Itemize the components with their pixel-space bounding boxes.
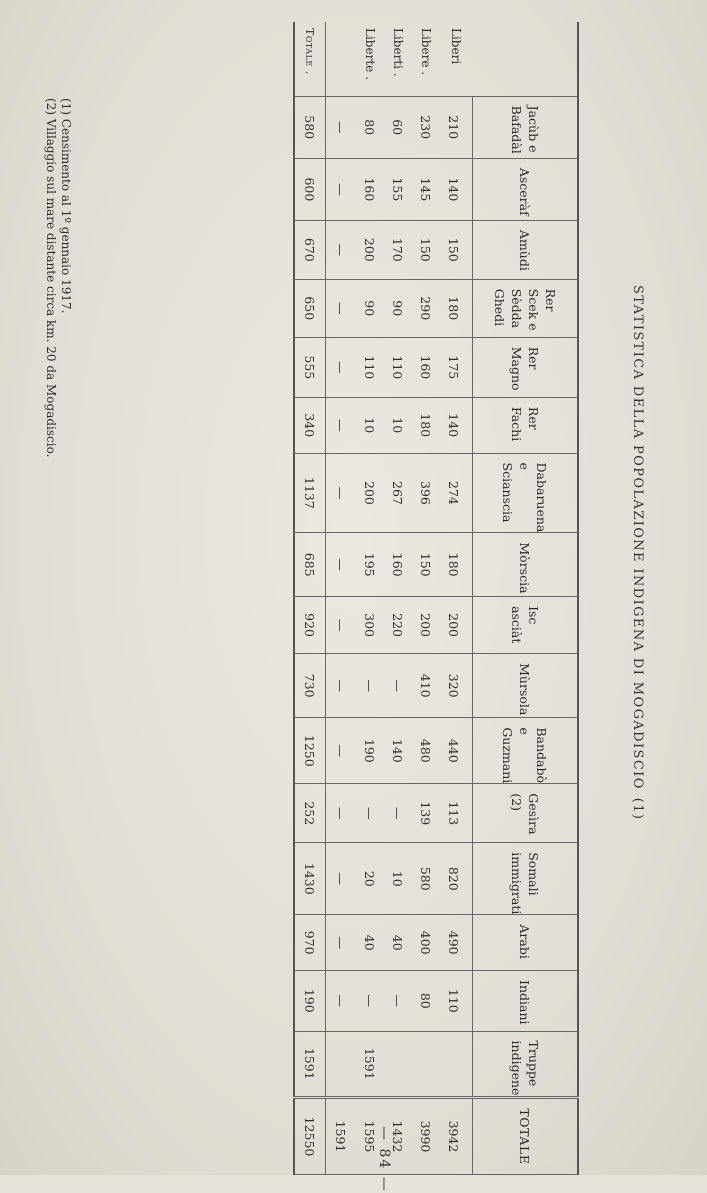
- table-total-row: [294, 22, 326, 1175]
- row-total-cell: 1432: [384, 1097, 412, 1174]
- row-label: [326, 22, 357, 96]
- title-text: STATISTICA DELLA POPOLAZIONE INDIGENA DI MOGADISCIO: [630, 285, 645, 790]
- table-cell: 440: [440, 718, 473, 784]
- table-cell: 670: [294, 220, 326, 279]
- table-cell: 230: [412, 96, 440, 158]
- table-cell: 40: [384, 915, 412, 971]
- table-cell: 1591: [294, 1031, 326, 1097]
- table-row: [412, 22, 440, 1175]
- table-cell: —: [326, 279, 357, 337]
- column-header: Rer Scek e Sèdda Ghedi: [473, 279, 579, 337]
- footnote-2: (2) Villaggio sul mare distante circa km. 20 da Mogadiscio.: [44, 98, 58, 458]
- table-row: [356, 22, 384, 1175]
- column-header: Rer Magno: [473, 337, 579, 397]
- table-cell: 200: [440, 597, 473, 654]
- table-cell: —: [326, 337, 357, 397]
- table-cell: 290: [412, 279, 440, 337]
- row-total-cell: 1595: [356, 1097, 384, 1174]
- table-cell: —: [326, 533, 357, 597]
- table-cell: —: [326, 915, 357, 971]
- table-cell: 220: [384, 597, 412, 654]
- table-cell: —: [326, 96, 357, 158]
- column-header: Amùdi: [473, 220, 579, 279]
- table-row: [326, 22, 357, 1175]
- table-cell: 320: [440, 654, 473, 718]
- table-cell: —: [356, 784, 384, 843]
- table-cell: 60: [384, 96, 412, 158]
- table-cell: —: [326, 158, 357, 220]
- row-label: Liberte .: [356, 22, 384, 96]
- column-header: Jacùb e Bafadàl: [473, 96, 579, 158]
- table-cell: 200: [356, 220, 384, 279]
- table-cell: 90: [356, 279, 384, 337]
- table-cell: 180: [412, 397, 440, 453]
- table-cell: 170: [384, 220, 412, 279]
- table-cell: 80: [412, 971, 440, 1031]
- table-cell: 580: [294, 96, 326, 158]
- table-cell: 140: [440, 397, 473, 453]
- row-total-cell: 1591: [326, 1097, 357, 1174]
- column-header: Somali immigrati: [473, 843, 579, 915]
- table-cell: —: [384, 971, 412, 1031]
- column-header-totale: TOTALE: [473, 1097, 579, 1174]
- table-cell: 160: [356, 158, 384, 220]
- table-cell: 267: [384, 453, 412, 533]
- column-header: Isc asciàt: [473, 597, 579, 654]
- row-label: Libere .: [412, 22, 440, 96]
- title-footnote-ref: (1): [630, 797, 645, 821]
- table-cell: 139: [412, 784, 440, 843]
- table-cell: —: [356, 971, 384, 1031]
- table-cell: 110: [384, 337, 412, 397]
- table-cell: 480: [412, 718, 440, 784]
- table-cell: 555: [294, 337, 326, 397]
- table-cell: —: [384, 654, 412, 718]
- table-cell: —: [326, 971, 357, 1031]
- table-cell: 150: [440, 220, 473, 279]
- page-title: [630, 285, 645, 965]
- table-cell: 40: [356, 915, 384, 971]
- table-cell: 155: [384, 158, 412, 220]
- table-cell: 10: [384, 397, 412, 453]
- row-total-cell: 3942: [440, 1097, 473, 1174]
- table-cell: 396: [412, 453, 440, 533]
- table-cell: —: [326, 843, 357, 915]
- column-header: Truppe indigene: [473, 1031, 579, 1097]
- column-header: Dabaruena e Scianscia: [473, 453, 579, 533]
- table-cell: [412, 1031, 440, 1097]
- table-cell: 1137: [294, 453, 326, 533]
- table-cell: —: [326, 654, 357, 718]
- row-label: Liberti .: [384, 22, 412, 96]
- table-cell: 490: [440, 915, 473, 971]
- table-cell: 252: [294, 784, 326, 843]
- table-cell: 10: [356, 397, 384, 453]
- column-header: Rer Fachi: [473, 397, 579, 453]
- table-cell: 160: [412, 337, 440, 397]
- table-cell: 195: [356, 533, 384, 597]
- table-cell: 410: [412, 654, 440, 718]
- table-cell: 650: [294, 279, 326, 337]
- table-cell: 1250: [294, 718, 326, 784]
- table-cell: 145: [412, 158, 440, 220]
- column-header: Mùrsola: [473, 654, 579, 718]
- table-cell: 730: [294, 654, 326, 718]
- population-table: [293, 22, 579, 1175]
- table-cell: 340: [294, 397, 326, 453]
- table-cell: 1591: [356, 1031, 384, 1097]
- row-label: Totale .: [294, 22, 326, 96]
- table-cell: 140: [440, 158, 473, 220]
- table-cell: 210: [440, 96, 473, 158]
- table-cell: 580: [412, 843, 440, 915]
- table-cell: 200: [412, 597, 440, 654]
- column-header: Arabi: [473, 915, 579, 971]
- table-cell: 90: [384, 279, 412, 337]
- table-cell: 920: [294, 597, 326, 654]
- footnotes: [43, 98, 73, 457]
- table-cell: 110: [356, 337, 384, 397]
- table-row: [440, 22, 473, 1175]
- table-cell: 150: [412, 533, 440, 597]
- table-cell: 190: [294, 971, 326, 1031]
- footnote-1: (1) Censimento al 1º gennaio 1917.: [59, 98, 73, 314]
- table-cell: —: [326, 453, 357, 533]
- table-cell: 80: [356, 96, 384, 158]
- table-corner-cell: [473, 22, 579, 96]
- table-cell: —: [326, 597, 357, 654]
- table-cell: [384, 1031, 412, 1097]
- row-total-cell: 12550: [294, 1097, 326, 1174]
- table-cell: 600: [294, 158, 326, 220]
- column-header: Bandabò e Guzmani: [473, 718, 579, 784]
- table-cell: 970: [294, 915, 326, 971]
- table-cell: 140: [384, 718, 412, 784]
- row-label: Liberi: [440, 22, 473, 96]
- table-row: [384, 22, 412, 1175]
- table-cell: —: [326, 220, 357, 279]
- table-body: [294, 22, 473, 1175]
- row-total-cell: 3990: [412, 1097, 440, 1174]
- table-cell: —: [326, 397, 357, 453]
- table-cell: 175: [440, 337, 473, 397]
- column-header: Gesìra (2): [473, 784, 579, 843]
- table-cell: [440, 1031, 473, 1097]
- table-cell: 685: [294, 533, 326, 597]
- column-header: Mòrscia: [473, 533, 579, 597]
- table-cell: 400: [412, 915, 440, 971]
- table-cell: 180: [440, 279, 473, 337]
- table-cell: —: [356, 654, 384, 718]
- table-cell: [326, 1031, 357, 1097]
- column-header: Asceràf: [473, 158, 579, 220]
- table-cell: 1430: [294, 843, 326, 915]
- table-cell: 160: [384, 533, 412, 597]
- table-cell: 190: [356, 718, 384, 784]
- table-cell: 113: [440, 784, 473, 843]
- table-header-row: [473, 22, 579, 1175]
- table-cell: —: [326, 784, 357, 843]
- table-cell: 150: [412, 220, 440, 279]
- table-cell: 200: [356, 453, 384, 533]
- table-cell: 820: [440, 843, 473, 915]
- table-cell: 274: [440, 453, 473, 533]
- column-header: Indiani: [473, 971, 579, 1031]
- table-cell: 180: [440, 533, 473, 597]
- table-cell: 10: [384, 843, 412, 915]
- table-cell: 110: [440, 971, 473, 1031]
- table-cell: —: [326, 718, 357, 784]
- page-number: — 84 —: [376, 1126, 392, 1193]
- table-cell: —: [384, 784, 412, 843]
- table-cell: 300: [356, 597, 384, 654]
- table-cell: 20: [356, 843, 384, 915]
